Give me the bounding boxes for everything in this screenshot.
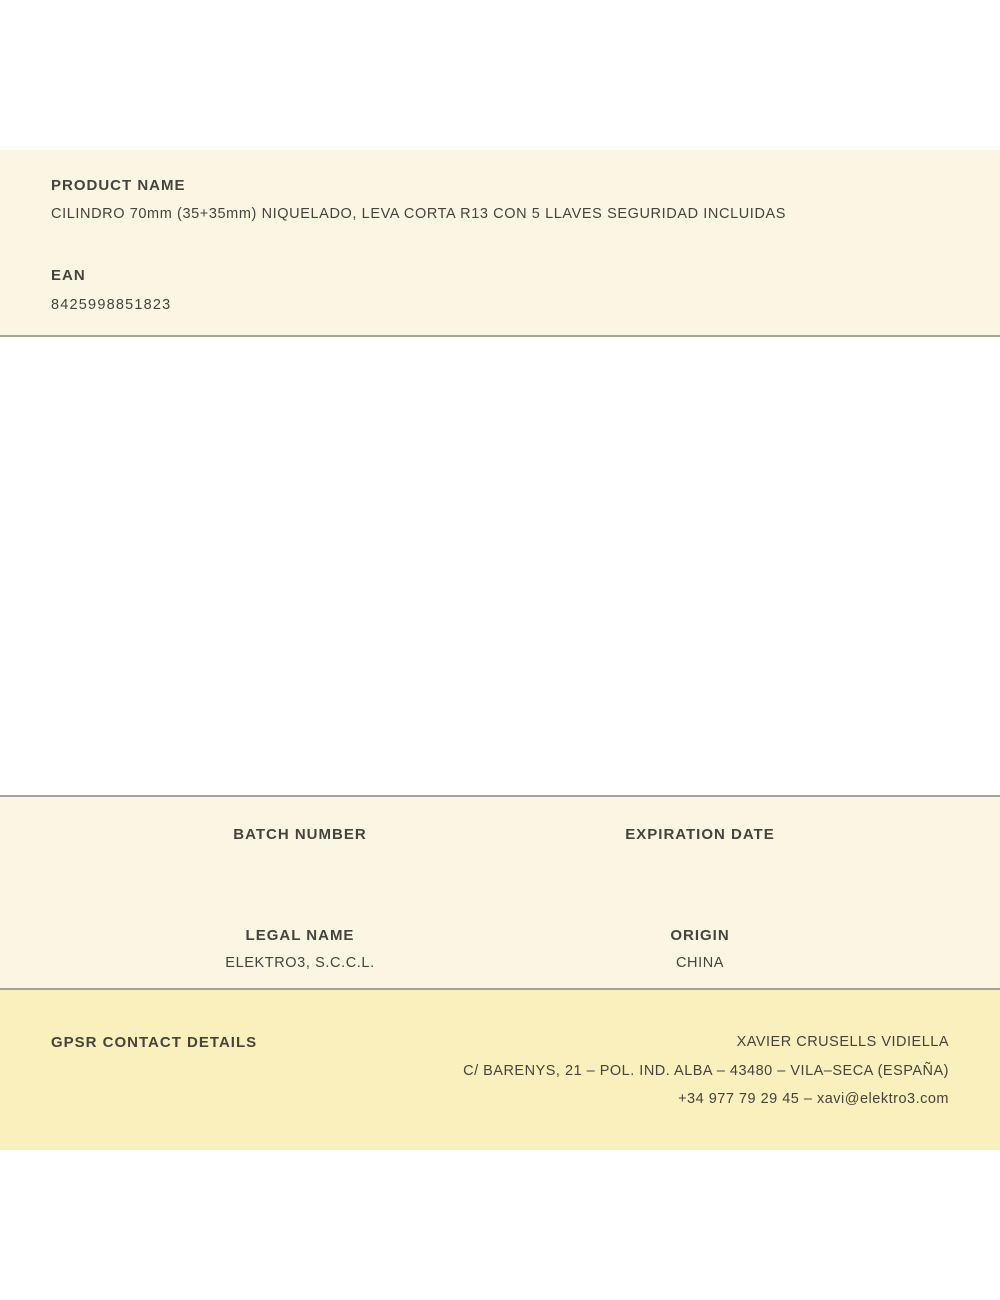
batch-number-label: BATCH NUMBER <box>233 826 367 843</box>
ean-label: EAN <box>51 267 86 284</box>
contact-name: XAVIER CRUSELLS VIDIELLA <box>736 1034 949 1050</box>
contact-details-block <box>463 1028 949 1114</box>
legal-name-label: LEGAL NAME <box>245 927 355 944</box>
gpsr-contact-details-label: GPSR CONTACT DETAILS <box>51 1034 258 1051</box>
legal-name-value: ELEKTRO3, S.C.C.L. <box>225 955 375 971</box>
legal-name-field <box>100 927 500 971</box>
expiration-date-label: EXPIRATION DATE <box>625 826 775 843</box>
contact-address: C/ BARENYS, 21 – POL. IND. ALBA – 43480 – VILA–SECA (ESPAÑA) <box>463 1062 949 1079</box>
origin-value: CHINA <box>675 955 725 971</box>
origin-field <box>500 927 900 971</box>
ean-value: 8425998851823 <box>51 297 172 313</box>
product-name-value: CILINDRO 70mm (35+35mm) NIQUELADO, LEVA CORTA R13 CON 5 LLAVES SEGURIDAD INCLUIDAS <box>51 206 787 222</box>
batch-number-field <box>100 826 500 854</box>
product-name-label: PRODUCT NAME <box>51 177 186 194</box>
legal-origin-row <box>100 927 900 971</box>
origin-label: ORIGIN <box>670 927 730 944</box>
batch-origin-section <box>0 795 1000 990</box>
gpsr-contact-section <box>0 990 1000 1150</box>
batch-expiration-row <box>100 826 900 854</box>
product-info-section <box>0 150 1000 337</box>
contact-phone-email: +34 977 79 29 45 – xavi@elektro3.com <box>678 1091 949 1107</box>
expiration-date-field <box>500 826 900 854</box>
